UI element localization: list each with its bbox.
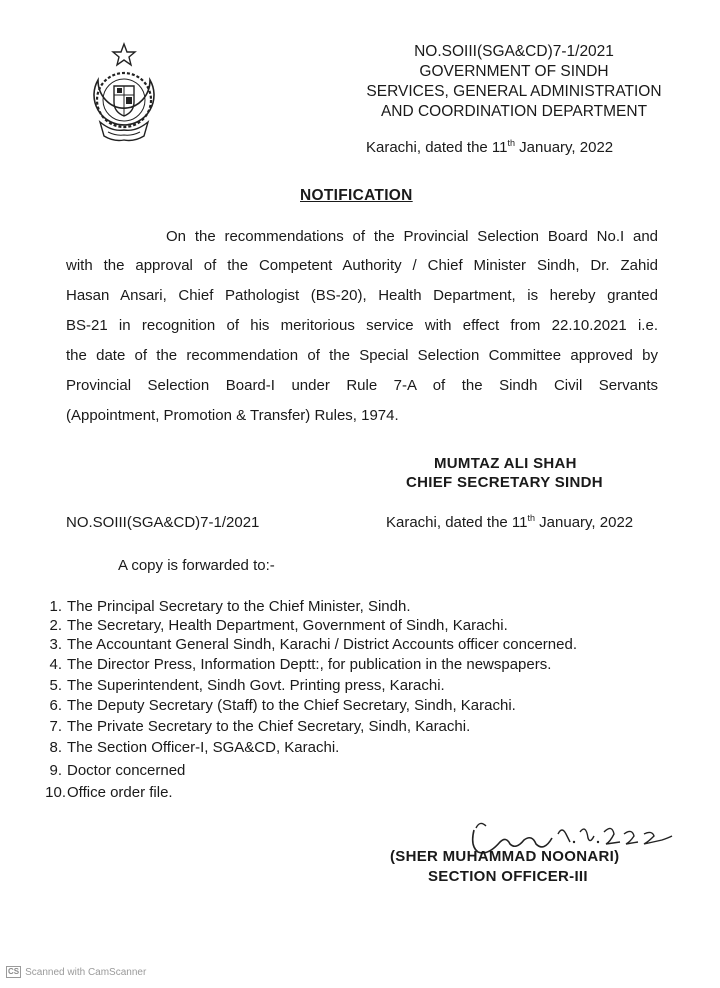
section-officer-name: (SHER MUHAMMAD NOONARI) (390, 848, 620, 865)
item-number: 3. (49, 636, 62, 653)
distribution-item (36, 784, 173, 801)
body-line-3: Hasan Ansari, Chief Pathologist (BS-20), Health Department, is hereby granted (66, 287, 658, 304)
header-government-line: GOVERNMENT OF SINDH (419, 63, 609, 80)
item-text: The Private Secretary to the Chief Secretary, Sindh, Karachi. (67, 718, 471, 735)
distribution-item (36, 739, 339, 756)
copy-date-suffix: January, 2022 (535, 514, 634, 531)
item-text: The Principal Secretary to the Chief Minister, Sindh. (67, 598, 411, 615)
distribution-item (36, 617, 508, 634)
copy-ref-number: NO.SOIII(SGA&CD)7-1/2021 (66, 514, 260, 531)
body-line-2: with the approval of the Competent Authority / Chief Minister Sindh, Dr. Zahid (66, 257, 658, 274)
item-number: 2. (49, 617, 62, 634)
signatory-designation: CHIEF SECRETARY SINDH (406, 474, 603, 491)
item-text: The Secretary, Health Department, Government of Sindh, Karachi. (67, 617, 508, 634)
scanner-watermark-text: Scanned with CamScanner (25, 966, 147, 978)
item-text: Office order file. (67, 784, 173, 801)
body-line-7: (Appointment, Promotion & Transfer) Rules, 1974. (66, 407, 399, 424)
signatory-name: MUMTAZ ALI SHAH (434, 455, 577, 472)
header-department-line-2: AND COORDINATION DEPARTMENT (380, 103, 648, 120)
copy-date-prefix: Karachi, dated the 11 (386, 514, 528, 531)
item-text: The Section Officer-I, SGA&CD, Karachi. (67, 739, 340, 756)
header-date-suffix: January, 2022 (515, 139, 614, 156)
item-text: The Director Press, Information Deptt:, for publication in the newspapers. (67, 656, 552, 673)
header-department-line-1: SERVICES, GENERAL ADMINISTRATION (366, 83, 662, 100)
copy-date (386, 513, 633, 531)
camscanner-logo-icon: CS (8, 967, 20, 976)
item-number: 10. (45, 784, 66, 801)
item-text: The Deputy Secretary (Staff) to the Chief Secretary, Sindh, Karachi. (67, 697, 516, 714)
item-text: The Superintendent, Sindh Govt. Printing press, Karachi. (67, 677, 445, 694)
section-officer-designation: SECTION OFFICER-III (428, 868, 588, 885)
body-line-5: the date of the recommendation of the Special Selection Committee approved by (66, 347, 658, 364)
distribution-item (36, 762, 185, 779)
notification-title: NOTIFICATION (300, 187, 413, 204)
body-line-6: Provincial Selection Board-I under Rule 7-A of the Sindh Civil Servants (66, 377, 658, 394)
copy-forwarded-label: A copy is forwarded to:- (118, 557, 275, 574)
item-number: 4. (49, 656, 62, 673)
distribution-item (36, 598, 411, 615)
item-number: 5. (49, 677, 62, 694)
item-number: 7. (49, 718, 62, 735)
body-line-4: BS-21 in recognition of his meritorious service with effect from 22.10.2021 i.e. (66, 317, 658, 334)
header-ref-number: NO.SOIII(SGA&CD)7-1/2021 (414, 43, 614, 60)
header-date-prefix: Karachi, dated the 11 (366, 139, 508, 156)
scanner-watermark (6, 966, 146, 978)
distribution-item (36, 718, 470, 735)
copy-date-sup: th (527, 513, 536, 523)
item-number: 1. (49, 598, 62, 615)
distribution-item (36, 636, 577, 653)
distribution-item (36, 697, 516, 714)
item-number: 8. (49, 739, 62, 756)
item-number: 9. (49, 762, 62, 779)
sindh-government-emblem (84, 40, 156, 150)
item-number: 6. (49, 697, 62, 714)
distribution-item (36, 677, 445, 694)
body-line-1: On the recommendations of the Provincial Selection Board No.I and (166, 228, 658, 245)
distribution-item (36, 656, 551, 673)
header-date-sup: th (507, 138, 516, 148)
item-text: The Accountant General Sindh, Karachi / District Accounts officer concerned. (67, 636, 577, 653)
header-date (366, 138, 613, 156)
item-text: Doctor concerned (67, 762, 186, 779)
